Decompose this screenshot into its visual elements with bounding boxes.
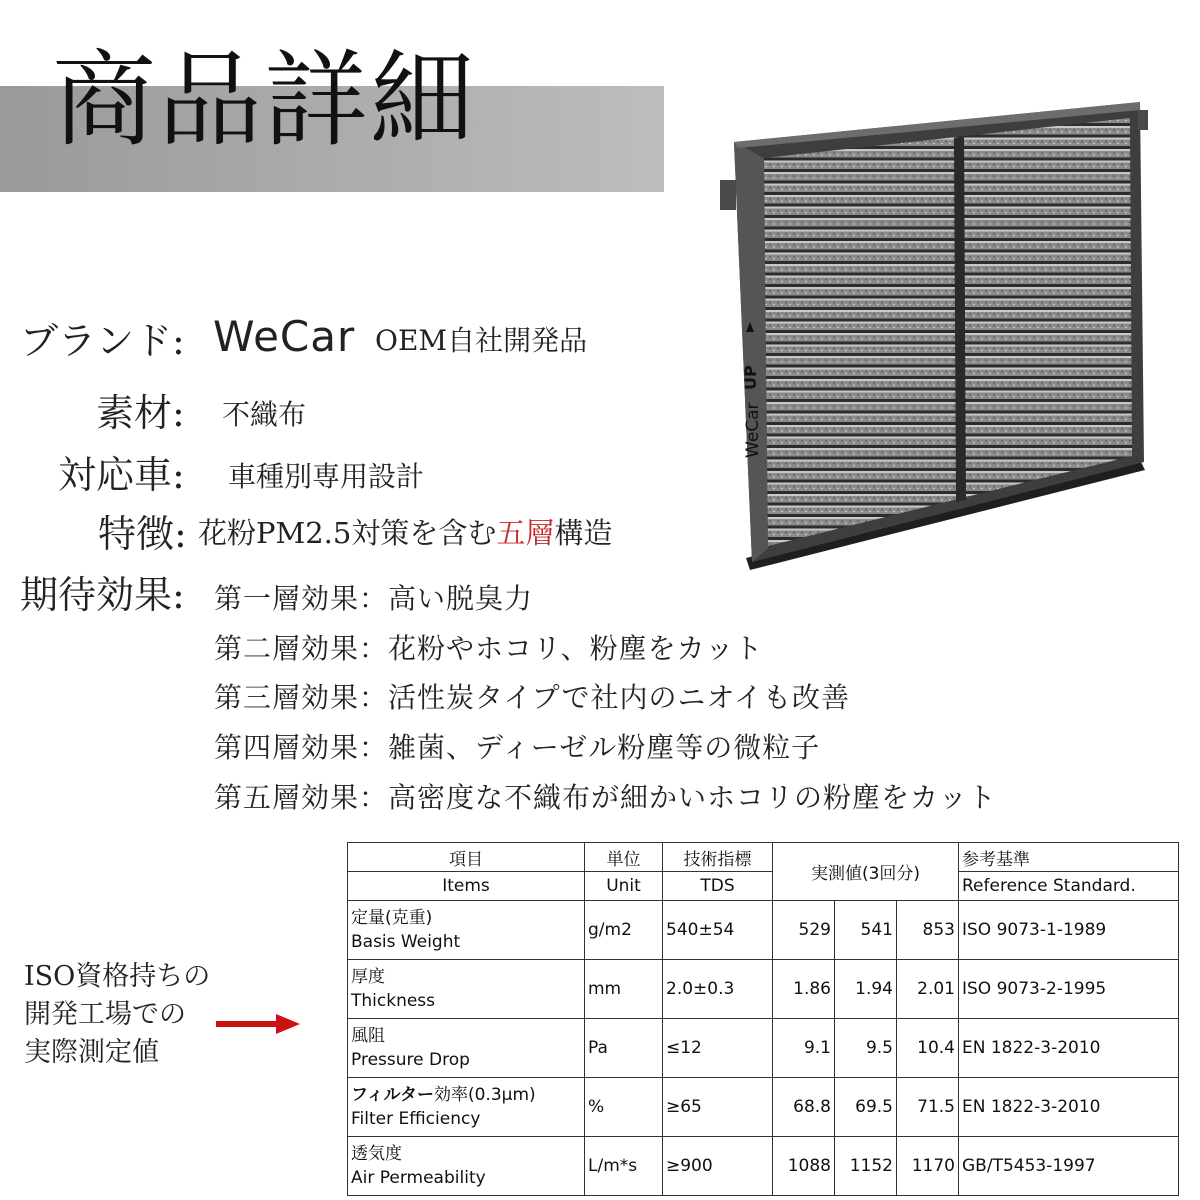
vehicle-value: 車種別専用設計 (228, 460, 425, 493)
feature-value-prefix: 花粉PM2.5対策を含む (198, 516, 497, 550)
filter-up-label: UP (741, 365, 760, 390)
item-name-en: Thickness (351, 991, 436, 1011)
measured-2-cell: 69.5 (835, 1078, 897, 1137)
item-name-en: Pressure Drop (351, 1050, 470, 1070)
item-name-ja: 風阻 (351, 1026, 385, 1046)
item-name-ja: 効率(0.3μm) (433, 1085, 536, 1105)
effect-label: 期待効果: (20, 573, 185, 617)
unit-cell: Pa (585, 1019, 663, 1078)
header-unit-en: Unit (585, 872, 663, 901)
feature-value-suffix: 構造 (554, 516, 613, 550)
tds-cell: ≥900 (663, 1137, 773, 1196)
effect-item: 第三層効果：活性炭タイプで社内のニオイも改善 (214, 681, 851, 714)
measured-1-cell: 9.1 (773, 1019, 835, 1078)
header-tds-ja: 技術指標 (663, 843, 773, 872)
item-name-ja: 厚度 (351, 967, 385, 987)
measured-2-cell: 9.5 (835, 1019, 897, 1078)
table-row (348, 1078, 1179, 1137)
feature-value (198, 516, 613, 550)
header-item-ja: 項目 (348, 843, 585, 872)
unit-cell: L/m*s (585, 1137, 663, 1196)
item-name-ja: 透気度 (351, 1144, 402, 1164)
effect-item: 第四層効果：雑菌、ディーゼル粉塵等の微粒子 (214, 731, 821, 764)
header-unit-ja: 単位 (585, 843, 663, 872)
table-row (348, 1019, 1179, 1078)
measured-1-cell: 1.86 (773, 960, 835, 1019)
unit-cell: % (585, 1078, 663, 1137)
measurement-note (24, 958, 210, 1072)
measured-3-cell: 2.01 (897, 960, 959, 1019)
item-name-ja-bold: フィルター (351, 1085, 434, 1105)
measured-3-cell: 10.4 (897, 1019, 959, 1078)
measured-2-cell: 1.94 (835, 960, 897, 1019)
effect-item: 第二層効果：花粉やホコリ、粉塵をカット (214, 632, 764, 665)
brand-name: WeCar (213, 312, 356, 361)
measured-2-cell: 541 (835, 901, 897, 960)
spec-table (347, 842, 1179, 1196)
note-line: ISO資格持ちの (24, 961, 211, 992)
tds-cell: 540±54 (663, 901, 773, 960)
item-name-en: Filter Efficiency (351, 1109, 481, 1129)
item-name-ja: 定量(克重) (351, 908, 433, 928)
feature-label: 特徴: (98, 512, 187, 556)
header-ref-en: Reference Standard. (959, 872, 1179, 901)
filter-brand-label: WeCar (743, 402, 763, 458)
measured-3-cell: 853 (897, 901, 959, 960)
effect-item: 第五層効果：高密度な不織布が細かいホコリの粉塵をカット (214, 781, 997, 814)
measured-1-cell: 529 (773, 901, 835, 960)
tds-cell: 2.0±0.3 (663, 960, 773, 1019)
item-name-en: Air Permeability (351, 1168, 486, 1188)
reference-cell: ISO 9073-1-1989 (959, 901, 1179, 960)
reference-cell: EN 1822-3-2010 (959, 1019, 1179, 1078)
effect-item: 第一層効果：高い脱臭力 (214, 582, 534, 615)
measured-1-cell: 68.8 (773, 1078, 835, 1137)
brand-label: ブランド: (20, 319, 185, 363)
cabin-filter-image (720, 100, 1160, 590)
right-arrow-icon (216, 1014, 300, 1034)
note-line: 実際測定値 (24, 1037, 159, 1068)
reference-cell: EN 1822-3-2010 (959, 1078, 1179, 1137)
item-name-en: Basis Weight (351, 932, 461, 952)
material-value: 不織布 (222, 398, 307, 431)
measured-3-cell: 1170 (897, 1137, 959, 1196)
measured-1-cell: 1088 (773, 1137, 835, 1196)
header-measured: 実測値(3回分) (773, 843, 959, 901)
note-line: 開発工場での (24, 999, 186, 1030)
reference-cell: GB/T5453-1997 (959, 1137, 1179, 1196)
header-item-en: Items (348, 872, 585, 901)
unit-cell: g/m2 (585, 901, 663, 960)
table-row (348, 901, 1179, 960)
page-title: 商品詳細 (52, 39, 477, 161)
table-row (348, 960, 1179, 1019)
brand-suffix: OEM自社開発品 (375, 324, 588, 357)
header-ref-ja: 参考基準 (959, 843, 1179, 872)
feature-value-accent: 五層 (496, 516, 555, 550)
reference-cell: ISO 9073-2-1995 (959, 960, 1179, 1019)
measured-3-cell: 71.5 (897, 1078, 959, 1137)
tds-cell: ≤12 (663, 1019, 773, 1078)
measured-2-cell: 1152 (835, 1137, 897, 1196)
vehicle-label: 対応車: (58, 453, 185, 497)
table-row (348, 1137, 1179, 1196)
material-label: 素材: (96, 391, 185, 435)
unit-cell: mm (585, 960, 663, 1019)
header-tds-en: TDS (663, 872, 773, 901)
tds-cell: ≥65 (663, 1078, 773, 1137)
